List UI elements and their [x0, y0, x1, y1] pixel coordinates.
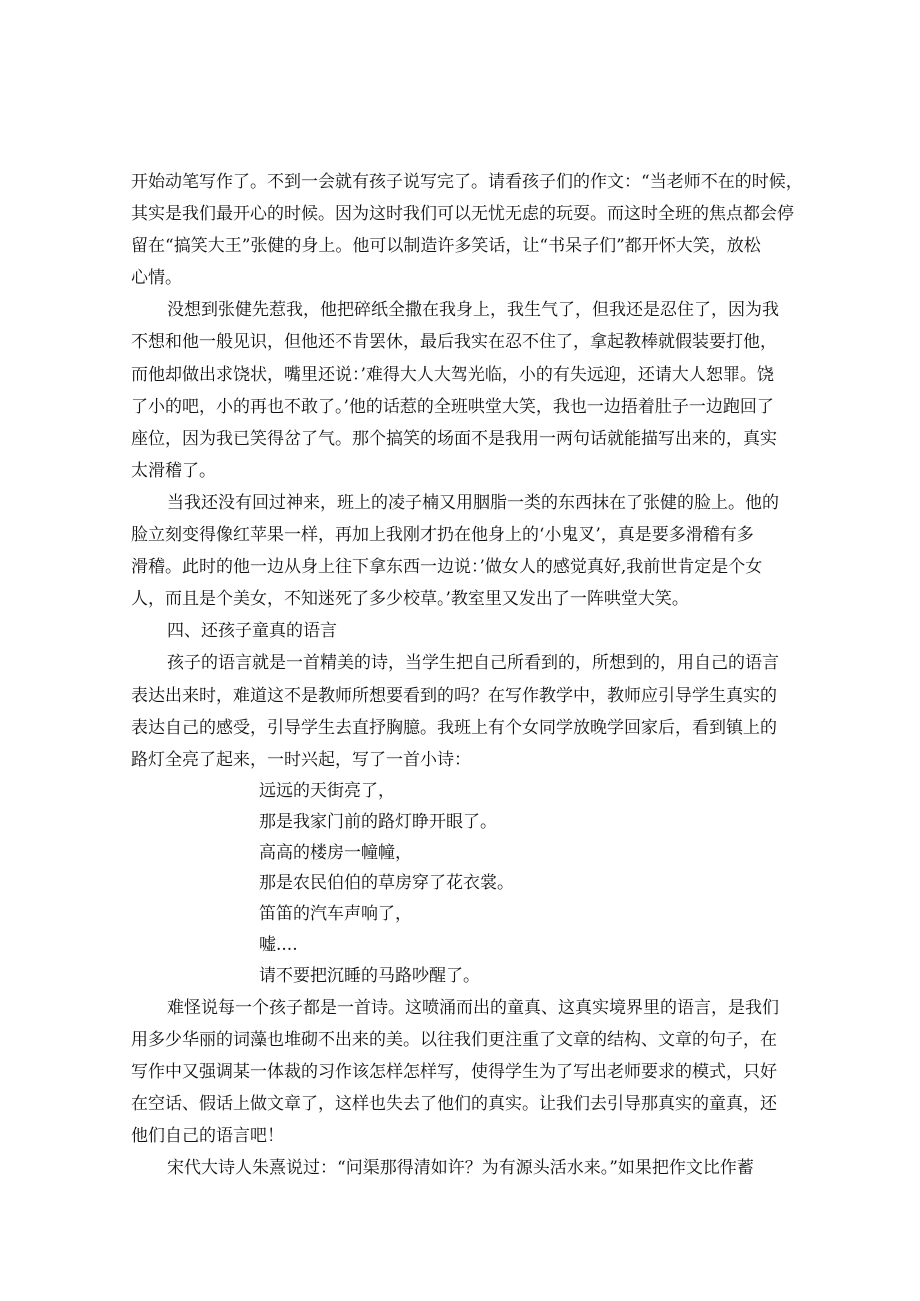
document-body — [131, 166, 803, 1185]
paragraph-1 — [131, 166, 803, 294]
poem-line: 请不要把沉睡的马路吵醒了。 — [259, 966, 480, 987]
text-line: 表达自己的感受，引导学生去直抒胸臆。我班上有个女同学放晚学回家后，看到镇上的 — [131, 717, 777, 738]
poem-line: 嘘.... — [259, 935, 298, 956]
text-line: 其实是我们最开心的时候。因为这时我们可以无忧无虑的玩耍。而这时全班的焦点都会停 — [131, 204, 794, 225]
poem — [131, 776, 795, 992]
text-line: 座位，因为我已笑得岔了气。那个搞笑的场面不是我用一两句话就能描写出来的，真实 — [131, 428, 777, 449]
text-line: 宋代大诗人朱熹说过：“问渠那得清如许？为有源头活水来。”如果把作文比作蓄 — [167, 1158, 754, 1179]
paragraph-2 — [131, 294, 795, 487]
poem-line: 那是农民伯伯的草房穿了花衣裳。 — [259, 873, 514, 894]
text-line: 路灯全亮了起来，一时兴起，写了一首小诗： — [131, 749, 471, 770]
poem-line: 那是我家门前的路灯睁开眼了。 — [259, 811, 497, 832]
text-line: 在空话、假话上做文章了，这样也失去了他们的真实。让我们去引导那真实的童真，还 — [131, 1094, 777, 1115]
text-line: 脸立刻变得像红苹果一样，再加上我刚才扔在他身上的‘小鬼叉’，真是要多滑稽有多 — [131, 525, 754, 546]
text-line: 太滑稽了。 — [131, 460, 216, 481]
section-heading — [131, 615, 795, 647]
text-line: 孩子的语言就是一首精美的诗，当学生把自己所看到的，所想到的，用自己的语言 — [167, 653, 779, 674]
poem-line: 高高的楼房一幢幢， — [259, 842, 412, 863]
text-line: 滑稽。此时的他一边从身上往下拿东西一边说：’做女人的感觉真好,我前世肯定是个女 — [131, 557, 763, 578]
paragraph-3 — [131, 487, 795, 615]
text-line: 心情。 — [131, 268, 182, 289]
text-line: 表达出来时，难道这不是教师所想要看到的吗？在写作教学中，教师应引导学生真实的 — [131, 685, 777, 706]
text-line: 不想和他一般见识，但他还不肯罢休，最后我实在忍不住了，拿起教棒就假装要打他， — [131, 332, 777, 353]
text-line: 了小的吧，小的再也不敢了。’他的话惹的全班哄堂大笑，我也一边捂着肚子一边跑回了 — [131, 396, 774, 417]
text-line: 难怪说每一个孩子都是一首诗。这喷涌而出的童真、这真实境界里的语言，是我们 — [167, 998, 779, 1019]
poem-line: 笛笛的汽车声响了， — [259, 904, 412, 925]
text-line: 他们自己的语言吧！ — [131, 1126, 284, 1147]
text-line: 写作中又强调某一体裁的习作该怎样怎样写，使得学生为了写出老师要求的模式，只好 — [131, 1062, 777, 1083]
paragraph-5 — [131, 992, 795, 1152]
paragraph-6 — [131, 1152, 795, 1184]
poem-line: 远远的天街亮了， — [259, 780, 395, 801]
text-line: 用多少华丽的词藻也堆砌不出来的美。以往我们更注重了文章的结构、文章的句子，在 — [131, 1030, 777, 1051]
text-line: 留在“搞笑大王”张健的身上。他可以制造许多笑话，让“书呆子们”都开怀大笑，放松 — [131, 236, 761, 257]
text-line: 没想到张健先惹我，他把碎纸全撒在我身上，我生气了，但我还是忍住了，因为我 — [167, 300, 779, 321]
text-line: 人，而且是个美女，不知迷死了多少校草。’教室里又发出了一阵哄堂大笑。 — [131, 589, 689, 610]
section-heading-text: 四、还孩子童真的语言 — [167, 621, 337, 642]
paragraph-4 — [131, 647, 795, 775]
text-line: 而他却做出求饶状，嘴里还说：’难得大人大驾光临，小的有失远迎，还请大人恕罪。饶 — [131, 364, 774, 385]
text-line: 开始动笔写作了。不到一会就有孩子说写完了。请看孩子们的作文：“当老师不在的时候， — [131, 172, 803, 192]
text-line: 当我还没有回过神来，班上的凌子楠又用胭脂一类的东西抹在了张健的脸上。他的 — [167, 492, 779, 513]
